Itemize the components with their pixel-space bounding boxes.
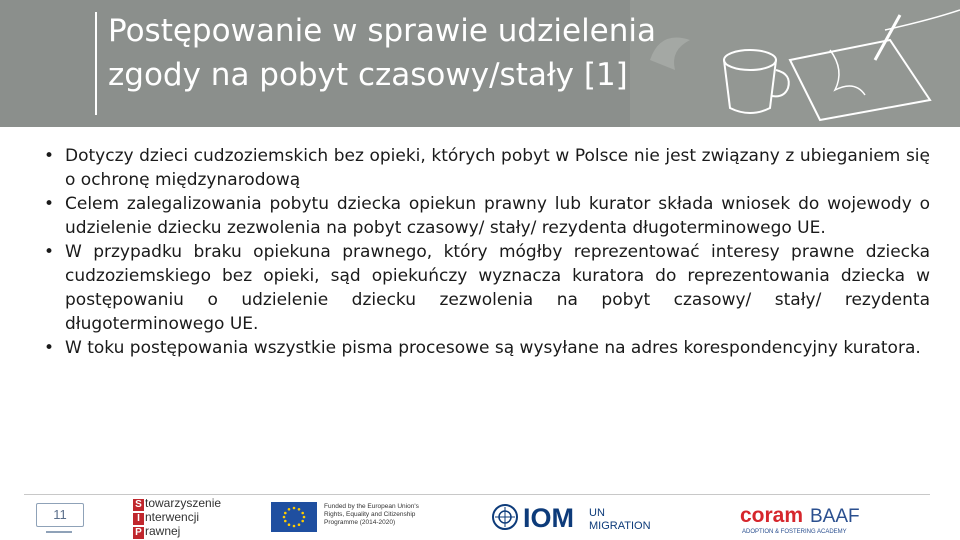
sip-logo-cap: P [133,527,144,539]
iom-un-text: UN [589,507,605,519]
iom-logo [491,502,681,532]
coram-tagline-text: ADOPTION & FOSTERING ACADEMY [742,529,847,535]
bullet-item [44,192,930,240]
sip-logo [133,497,223,539]
coram-baaf-logo [740,502,886,536]
bullet-text: W przypadku braku opiekuna prawnego, który mógłby reprezentować interesy prawne dziecka cudzoziemskiego bez opieki, sąd opiekuńczy wyznacza kuratora do reprezentowania dziecka w postępowaniu o udzielenie dziecku zezwolenia na pobyt czasowy/ stały/ rezydenta długoterminowego UE. [65,242,930,334]
bullet-item [44,144,930,192]
coram-main-text: coram [740,504,804,527]
eu-flag-icon [271,502,317,532]
page-title [108,9,828,97]
bullet-dot: • [44,242,55,262]
bullet-item [44,336,930,360]
un-emblem-icon [493,505,517,529]
slide-header [0,0,960,127]
bullet-list [44,144,930,360]
sip-logo-line [133,497,221,510]
bullet-text: Dotyczy dzieci cudzoziemskich bez opieki, których pobyt w Polsce nie jest związany z ubieganiem się o ochronę międzynarodową [65,146,930,190]
eu-funding-text: Funded by the European Union's Rights, Equality and Citizenship Programme (2014-2020) [324,503,419,526]
iom-main-text: IOM [523,503,574,532]
page-number: 11 [36,503,84,527]
footer-divider [24,494,930,495]
title-line-1: Postępowanie w sprawie udzielenia [108,13,657,49]
bullet-text: W toku postępowania wszystkie pisma procesowe są wysyłane na adres korespondencyjny kuratora. [65,338,921,358]
sip-logo-line [133,511,199,524]
bullet-dot: • [44,146,55,166]
sip-logo-text: towarzyszenie [145,496,222,510]
title-divider [95,12,97,115]
coram-baaf-text: BAAF [810,506,860,527]
sip-logo-cap: I [133,513,144,525]
bullet-text: Celem zalegalizowania pobytu dziecka opiekun prawny lub kurator składa wniosek do wojewody o udzielenie dziecku zezwolenia na pobyt czasowy/ stały/ rezydenta długoterminowego UE. [65,194,930,238]
sip-logo-text: rawnej [145,524,181,538]
bullet-item [44,240,930,336]
page-number-underline [46,531,72,533]
bullet-dot: • [44,338,55,358]
bullet-dot: • [44,194,55,214]
sip-logo-text: nterwencji [145,510,200,524]
sip-logo-line [133,525,180,538]
sip-logo-cap: S [133,499,144,511]
iom-migration-text: MIGRATION [589,520,651,532]
title-line-2: zgody na pobyt czasowy/stały [1] [108,57,628,93]
